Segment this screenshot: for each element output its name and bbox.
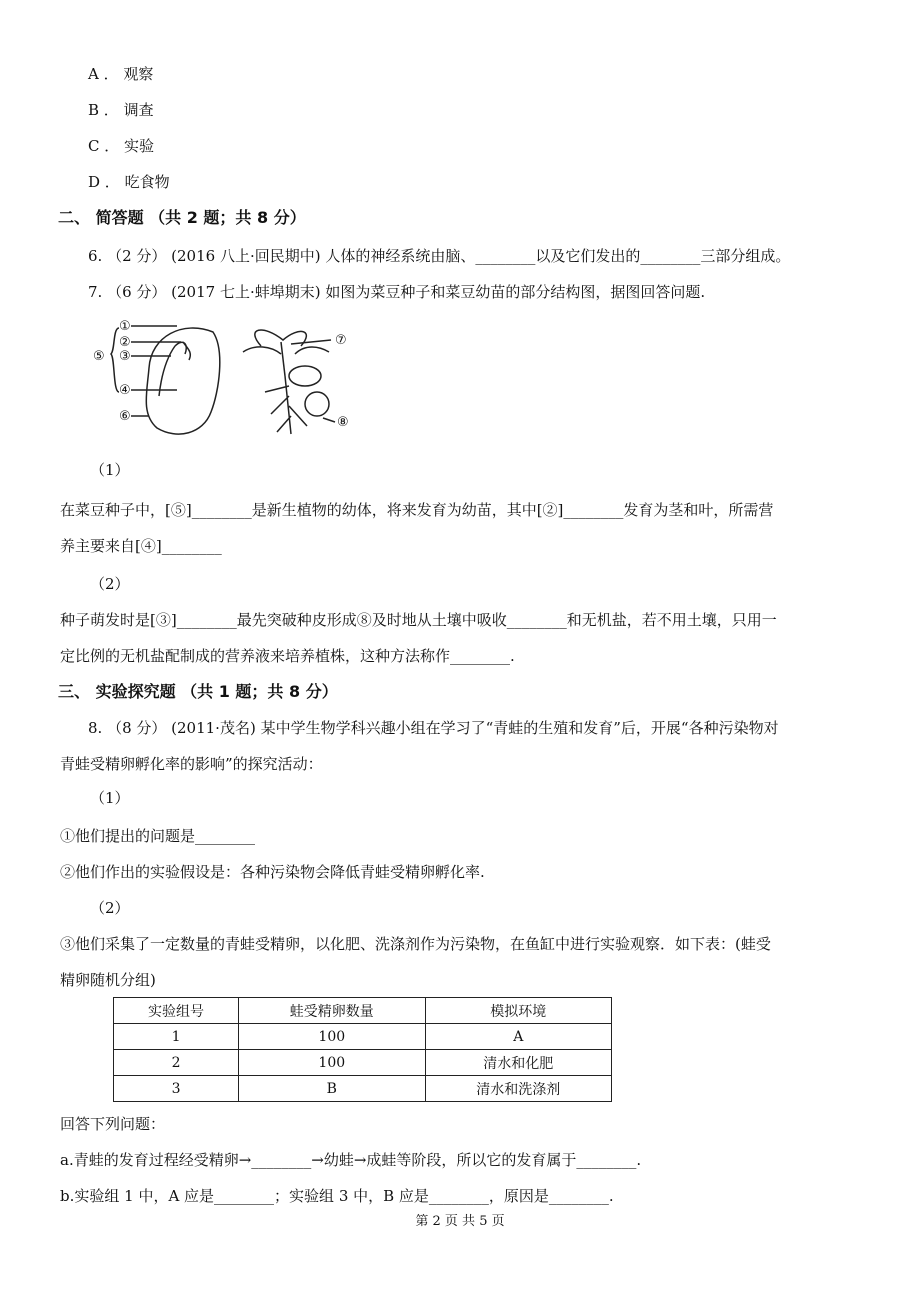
table-row — [114, 1076, 612, 1102]
table-header-cell: 模拟环境 — [425, 998, 611, 1024]
option-a: A ． 观察 — [88, 65, 154, 83]
table-header-cell: 蛙受精卵数量 — [239, 998, 425, 1024]
table-cell: 1 — [114, 1024, 239, 1050]
label-3: ③ — [119, 349, 131, 364]
question-6: 6. （2 分） (2016 八上·回民期中) 人体的神经系统由脑、________以及它们发出的________三部分组成。 — [88, 247, 791, 265]
table-cell: 3 — [114, 1076, 239, 1102]
section-2-title: 二、 简答题 （共 2 题；共 8 分） — [58, 208, 306, 227]
bean-seed-seedling-figure — [85, 316, 365, 444]
seedling-stem — [281, 342, 285, 376]
seedling-roots — [265, 376, 307, 434]
table-row — [114, 1024, 612, 1050]
q8-part-1: （1） — [90, 789, 130, 807]
cotyledon — [289, 366, 321, 386]
embryo-shape — [159, 342, 186, 396]
answer-prompt: 回答下列问题： — [60, 1115, 166, 1133]
table-cell: B — [239, 1076, 425, 1102]
q8-step-1: ①他们提出的问题是________ — [60, 827, 256, 845]
label-1: ① — [119, 319, 131, 334]
table-header-cell: 实验组号 — [114, 998, 239, 1024]
label-2: ② — [119, 335, 131, 350]
seed-outline — [146, 328, 220, 434]
q7-part-2: （2） — [90, 575, 130, 593]
table-cell: 2 — [114, 1050, 239, 1076]
q7-part-1: （1） — [90, 461, 130, 479]
label-8: ⑧ — [337, 415, 349, 430]
q7-part-1-line-1: 在菜豆种子中，[⑤]________是新生植物的幼体，将来发育为幼苗，其中[②]________发育为茎和叶，所需营 — [60, 501, 774, 519]
option-c: C ． 实验 — [88, 137, 155, 155]
experiment-table — [113, 997, 612, 1102]
option-d: D ． 吃食物 — [88, 173, 170, 191]
q7-part-1-line-2: 养主要来自[④]________ — [60, 537, 222, 555]
table-cell: 100 — [239, 1050, 425, 1076]
table-cell: 100 — [239, 1024, 425, 1050]
question-8-line-2: 青蛙受精卵孵化率的影响”的探究活动： — [60, 755, 323, 773]
q7-part-2-line-1: 种子萌发时是[③]________最先突破种皮形成⑧及时地从土壤中吸收________和无机盐，若不用土壤，只用一 — [60, 611, 777, 629]
table-header-row — [114, 998, 612, 1024]
table-cell: A — [425, 1024, 611, 1050]
section-3-title: 三、 实验探究题 （共 1 题；共 8 分） — [58, 682, 338, 701]
q8-part-2: （2） — [90, 899, 130, 917]
option-d-text: 吃食物 — [124, 173, 170, 191]
label-5: ⑤ — [93, 349, 105, 364]
option-b-text: 调查 — [123, 101, 154, 119]
option-c-text: 实验 — [124, 137, 155, 155]
label-6: ⑥ — [119, 409, 131, 424]
table-row — [114, 1050, 612, 1076]
bracket — [111, 328, 119, 392]
q8-step-3-line-2: 精卵随机分组) — [60, 971, 156, 989]
q8-answer-b: b.实验组 1 中，A 应是________；实验组 3 中，B 应是________，原因是________. — [60, 1187, 614, 1205]
question-8-line-1: 8. （8 分） (2011·茂名) 某中学生物学科兴趣小组在学习了“青蛙的生殖和发育”后，开展“各种污染物对 — [88, 719, 779, 737]
q7-part-2-line-2: 定比例的无机盐配制成的营养液来培养植株，这种方法称作________. — [60, 647, 515, 665]
option-a-text: 观察 — [123, 65, 154, 83]
table-cell: 清水和化肥 — [425, 1050, 611, 1076]
option-b: B ． 调查 — [88, 101, 154, 119]
table-cell: 清水和洗涤剂 — [425, 1076, 611, 1102]
q8-step-3-line-1: ③他们采集了一定数量的青蛙受精卵，以化肥、洗涤剂作为污染物，在鱼缸中进行实验观察．如下表：(蛙受 — [60, 935, 771, 953]
q8-step-2: ②他们作出的实验假设是：各种污染物会降低青蛙受精卵孵化率. — [60, 863, 485, 881]
page-footer: 第 2 页 共 5 页 — [415, 1214, 505, 1229]
q8-answer-a: a.青蛙的发育过程经受精卵→________→幼蛙→成蛙等阶段，所以它的发育属于________. — [60, 1151, 642, 1169]
label-7: ⑦ — [335, 333, 347, 348]
label-4: ④ — [119, 383, 131, 398]
question-7: 7. （6 分） (2017 七上·蚌埠期末) 如图为菜豆种子和菜豆幼苗的部分结构图，据图回答问题. — [88, 283, 706, 301]
